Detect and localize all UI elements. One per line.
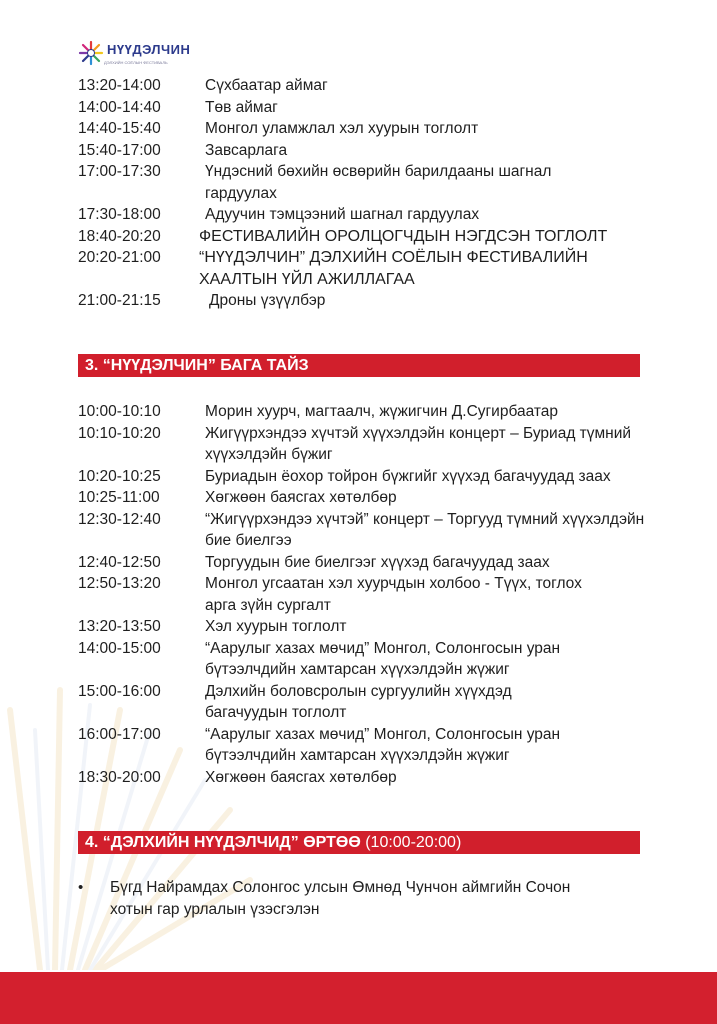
section-4-banner	[78, 831, 640, 854]
schedule-text: Дроны үзүүлбэр	[209, 292, 326, 309]
schedule-row	[78, 140, 678, 162]
schedule-time: 17:00-17:30	[78, 163, 161, 180]
schedule-text: “Аарулыг хазах мөчид” Монгол, Солонгосын уран бүтээлчдийн хамтарсан хүүхэлдэйн жүжиг	[205, 639, 561, 678]
schedule-text: Хэл хуурын тоглолт	[205, 618, 347, 635]
schedule-text: Завсарлага	[205, 141, 288, 159]
schedule-time: 10:25-11:00	[78, 489, 160, 506]
schedule-time: 12:30-12:40	[78, 510, 161, 528]
schedule-time: 21:00-21:15	[78, 292, 161, 309]
schedule-text: Морин хуурч, магтаалч, жүжигчин Д.Сугирбаатар	[205, 403, 559, 420]
schedule-row	[78, 290, 678, 312]
schedule-text: Адуучин тэмцээний шагнал гардуулах	[205, 206, 480, 223]
section-3-banner	[78, 354, 640, 377]
schedule-row	[78, 466, 678, 488]
schedule-text: Монгол угсаатан хэл хуурчдын холбоо - Түүх, тоглох арга зүйн сургалт	[205, 575, 582, 614]
schedule-text: Дэлхийн боловсролын сургуулийн хүүхдэд багачуудын тоглолт	[205, 682, 512, 721]
schedule-time: 14:40-15:40	[78, 120, 161, 137]
schedule-time: 13:20-14:00	[78, 77, 161, 94]
schedule-row	[78, 509, 678, 552]
schedule-row	[78, 401, 678, 423]
schedule-row	[78, 552, 678, 574]
schedule-row	[78, 487, 678, 509]
schedule-text: ФЕСТИВАЛИЙН ОРОЛЦОГЧДЫН НЭГДСЭН ТОГЛОЛТ	[199, 227, 608, 245]
footer-band	[0, 972, 717, 1024]
schedule-time: 10:20-10:25	[78, 467, 161, 485]
schedule-row	[78, 97, 678, 119]
list-item	[78, 877, 658, 921]
schedule-row	[78, 616, 678, 638]
schedule-mid	[78, 401, 678, 788]
schedule-row	[78, 226, 678, 248]
schedule-time: 18:40-20:20	[78, 227, 161, 245]
schedule-text: Жигүүрхэндээ хүчтэй хүүхэлдэйн концерт – Буриад түмний хүүхэлдэйн бүжиг	[205, 424, 632, 463]
logo-icon	[78, 40, 104, 66]
bullet-marker: •	[78, 879, 84, 896]
schedule-row	[78, 681, 678, 724]
schedule-time: 12:50-13:20	[78, 575, 161, 592]
schedule-text: “НҮҮДЭЛЧИН” ДЭЛХИЙН СОЁЛЫН ФЕСТИВАЛИЙН ХААЛТЫН ҮЙЛ АЖИЛЛАГАА	[199, 249, 588, 288]
schedule-text: Хөгжөөн баясгах хөтөлбөр	[205, 489, 397, 506]
schedule-time: 16:00-17:00	[78, 725, 161, 743]
schedule-time: 10:00-10:10	[78, 403, 161, 420]
schedule-text: Сүхбаатар аймаг	[205, 77, 328, 94]
logo-tagline: ДЭЛХИЙН СОЁЛЫН ФЕСТИВАЛЬ	[104, 60, 168, 65]
section-4-hours: (10:00-20:00)	[360, 834, 462, 851]
schedule-row	[78, 75, 678, 97]
schedule-row	[78, 724, 678, 767]
schedule-row	[78, 204, 678, 226]
schedule-row	[78, 573, 678, 616]
header-logo	[78, 40, 190, 66]
schedule-time: 20:20-21:00	[78, 249, 161, 266]
schedule-time: 15:00-16:00	[78, 682, 161, 700]
schedule-time: 15:40-17:00	[78, 141, 161, 159]
schedule-text: “Аарулыг хазах мөчид” Монгол, Солонгосын уран бүтээлчдийн хамтарсан хүүхэлдэйн жүжиг	[205, 725, 561, 764]
schedule-row	[78, 638, 678, 681]
schedule-top	[78, 75, 678, 312]
schedule-time: 12:40-12:50	[78, 553, 161, 571]
schedule-row	[78, 161, 678, 204]
schedule-text: Монгол уламжлал хэл хуурын тоглолт	[205, 120, 479, 137]
schedule-text: Хөгжөөн баясгах хөтөлбөр	[205, 768, 397, 786]
schedule-time: 14:00-15:00	[78, 639, 161, 657]
schedule-text: Торгуудын бие биелгээг хүүхэд багачуудад заах	[205, 553, 550, 571]
logo-brand-text: НҮҮДЭЛЧИН	[107, 42, 191, 57]
schedule-row	[78, 423, 678, 466]
section-3-title: 3. “НҮҮДЭЛЧИН” БАГА ТАЙЗ	[85, 357, 309, 374]
schedule-row	[78, 118, 678, 140]
schedule-time: 10:10-10:20	[78, 424, 161, 442]
schedule-time: 17:30-18:00	[78, 206, 161, 223]
schedule-text: Үндэсний бөхийн өсвөрийн барилдааны шагнал гардуулах	[205, 163, 552, 202]
schedule-time: 14:00-14:40	[78, 98, 161, 116]
schedule-time: 18:30-20:00	[78, 768, 161, 786]
schedule-text: “Жигүүрхэндээ хүчтэй” концерт – Торгууд түмний хүүхэлдэйн бие биелгээ	[205, 510, 645, 549]
bullet-text: Бүгд Найрамдах Солонгос улсын Өмнөд Чунчон аймгийн Сочон хотын гар урлалын үзэсгэлэн	[110, 879, 571, 918]
schedule-row	[78, 247, 678, 290]
schedule-text: Буриадын ёохор тойрон бүжгийг хүүхэд багачуудад заах	[205, 467, 611, 485]
section-4-title: 4. “ДЭЛХИЙН НҮҮДЭЛЧИД” ӨРТӨӨ	[85, 834, 361, 851]
schedule-time: 13:20-13:50	[78, 618, 161, 635]
schedule-row	[78, 767, 678, 789]
schedule-text: Төв аймаг	[205, 98, 278, 116]
